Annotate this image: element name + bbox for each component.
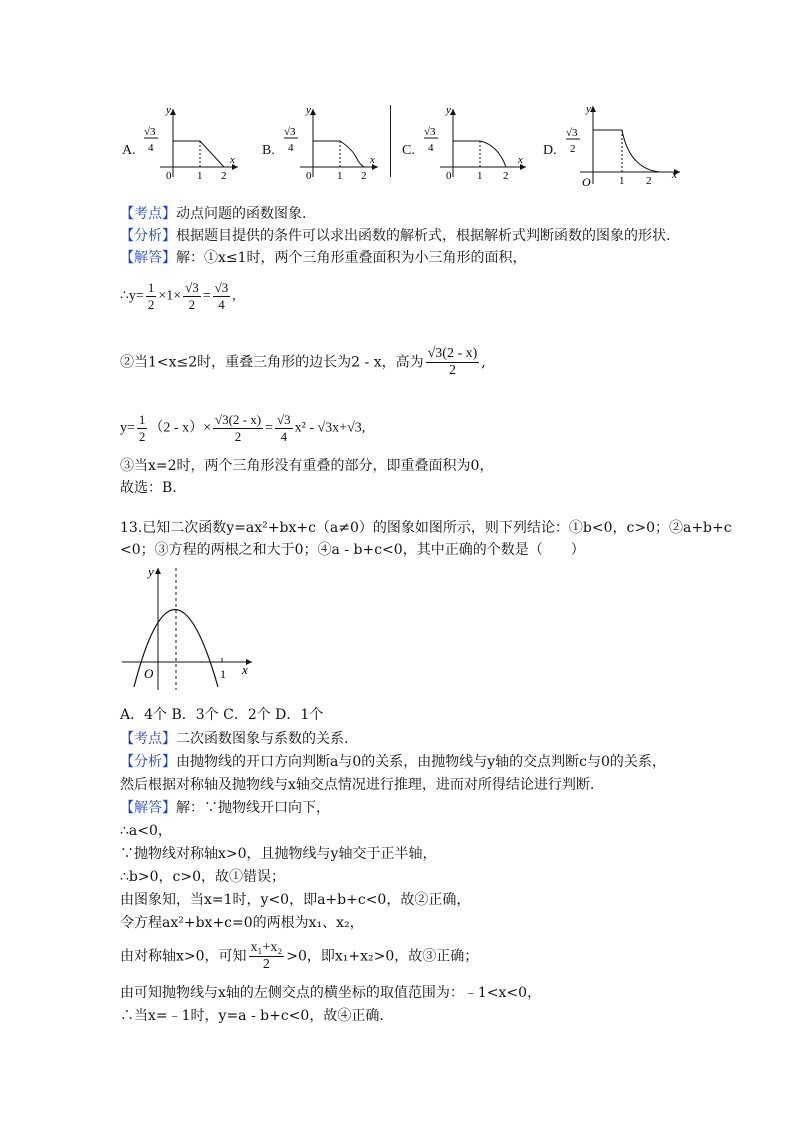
option-a-tick-1: 1	[197, 170, 203, 180]
svg-text:√3: √3	[144, 126, 156, 138]
svg-text:y: y	[586, 103, 591, 115]
option-b-tick-1: 1	[337, 170, 343, 180]
option-c-label: C.	[402, 143, 415, 158]
q12-formula-1: ∴y= $\frac{1}{2}$ ×1× $\frac{√3}{2}$ = $\frac{√3}{4}$ ,	[120, 280, 236, 312]
option-c-tick-2: 2	[503, 170, 509, 180]
q13-kaodian: 【考点】二次函数图象与系数的关系.	[120, 731, 349, 747]
svg-text:√3: √3	[566, 127, 578, 139]
q13-fenxi-1: 【分析】由抛物线的开口方向判断a与0的关系，由抛物线与y轴的交点判断c与0的关系，	[120, 754, 666, 770]
svg-text:4: 4	[148, 142, 154, 154]
q13-step-8: ∴当x=﹣1时，y=a - b+c<0，故④正确.	[120, 1008, 384, 1024]
option-d-label: D.	[543, 143, 557, 158]
option-b-graph	[280, 105, 380, 180]
option-a-graph	[140, 105, 240, 180]
option-d-tick-2: 2	[646, 175, 652, 187]
svg-text:x: x	[242, 662, 248, 677]
svg-text:1: 1	[220, 667, 226, 681]
option-b-tick-2: 2	[361, 170, 367, 180]
jieda-tag: 【解答】	[120, 250, 176, 266]
svg-text:√3: √3	[424, 126, 436, 138]
option-b-tick-0: 0	[306, 170, 312, 180]
q13-step-1: ∴a<0，	[120, 823, 172, 839]
svg-text:y: y	[446, 105, 451, 116]
svg-text:y: y	[166, 105, 171, 116]
svg-text:x: x	[230, 154, 235, 166]
kaodian-tag: 【考点】	[120, 206, 176, 222]
q13-parabola-graph	[118, 562, 258, 694]
option-c-tick-0: 0	[446, 170, 452, 180]
kaodian-text: 动点问题的函数图象.	[176, 206, 307, 222]
q13-step-4: 由图象知，当x=1时，y<0，即a+b+c<0，故②正确，	[120, 892, 471, 908]
q13-step-7: 由可知抛物线与x轴的左侧交点的横坐标的取值范围为：﹣1<x<0，	[120, 985, 542, 1001]
fenxi-tag: 【分析】	[120, 228, 176, 244]
option-d-tick-1: 1	[619, 175, 625, 187]
svg-text:2: 2	[570, 143, 576, 155]
q13-step-3: ∴b>0，c>0，故①错误；	[120, 869, 285, 885]
fenxi-text: 根据题目提供的条件可以求出函数的解析式，根据解析式判断函数的图象的形状.	[176, 228, 671, 244]
svg-text:y: y	[306, 105, 311, 116]
option-a-tick-0: 0	[166, 170, 172, 180]
q12-formula-2: y= $\frac{1}{2}$ （2 - x）× $\frac{√3(2 - x)}{2}$ = $\frac{√3}{4}$ x² - √3x+√3,	[120, 412, 366, 444]
q13-step-2: ∵抛物线对称轴x>0，且抛物线与y轴交于正半轴，	[120, 846, 437, 862]
svg-text:y: y	[148, 564, 154, 579]
q12-jieda	[120, 248, 527, 268]
option-c-tick-1: 1	[477, 170, 483, 180]
q12-kaodian	[120, 204, 306, 224]
option-separator	[390, 105, 391, 177]
q13-jieda: 【解答】解：∵抛物线开口向下，	[120, 800, 330, 816]
option-a-label: A.	[122, 143, 136, 158]
option-d-tick-0: O	[582, 175, 591, 187]
q13-stem-2: <0；③方程的两根之和大于0；④a - b+c<0，其中正确的个数是（ ）	[120, 542, 585, 558]
q12-step-3: ③当x=2时，两个三角形没有重叠的部分，即重叠面积为0，	[120, 458, 494, 474]
option-d-graph	[560, 102, 685, 187]
q12-step-2: ②当1<x≤2时，重叠三角形的边长为2 - x，高为 $\frac{√3(2 - x)}{2}$ ,	[120, 346, 486, 378]
svg-text:x: x	[672, 169, 677, 181]
svg-text:√3: √3	[284, 126, 296, 138]
q13-fenxi-2: 然后根据对称轴及抛物线与x轴交点情况进行推理，进而对所得结论进行判断.	[120, 777, 595, 793]
option-c-graph	[420, 105, 530, 180]
q12-answer: 故选：B.	[120, 480, 177, 496]
q13-step-6: 由对称轴x>0，可知 $\frac{\text{x₁+x₂}}{2}$ >0，即x₁+x₂>0，故③正确；	[120, 940, 479, 972]
svg-text:4: 4	[428, 142, 434, 154]
option-b-label: B.	[262, 143, 275, 158]
svg-text:O: O	[144, 666, 154, 681]
q12-fenxi	[120, 226, 670, 246]
option-a-tick-2: 2	[221, 170, 227, 180]
svg-text:x: x	[518, 154, 523, 166]
svg-text:4: 4	[288, 142, 294, 154]
jieda-text: 解：①x≤1时，两个三角形重叠面积为小三角形的面积，	[176, 250, 527, 266]
q13-choices: A．4个 B．3个 C．2个 D．1个	[120, 707, 324, 723]
q13-step-5: 令方程ax²+bx+c=0的两根为x₁、x₂，	[120, 915, 364, 931]
q13-stem-1: 13.已知二次函数y=ax²+bx+c（a≠0）的图象如图所示，则下列结论：①b<0，c>0；②a+b+c	[120, 520, 732, 536]
svg-text:x: x	[370, 154, 375, 166]
